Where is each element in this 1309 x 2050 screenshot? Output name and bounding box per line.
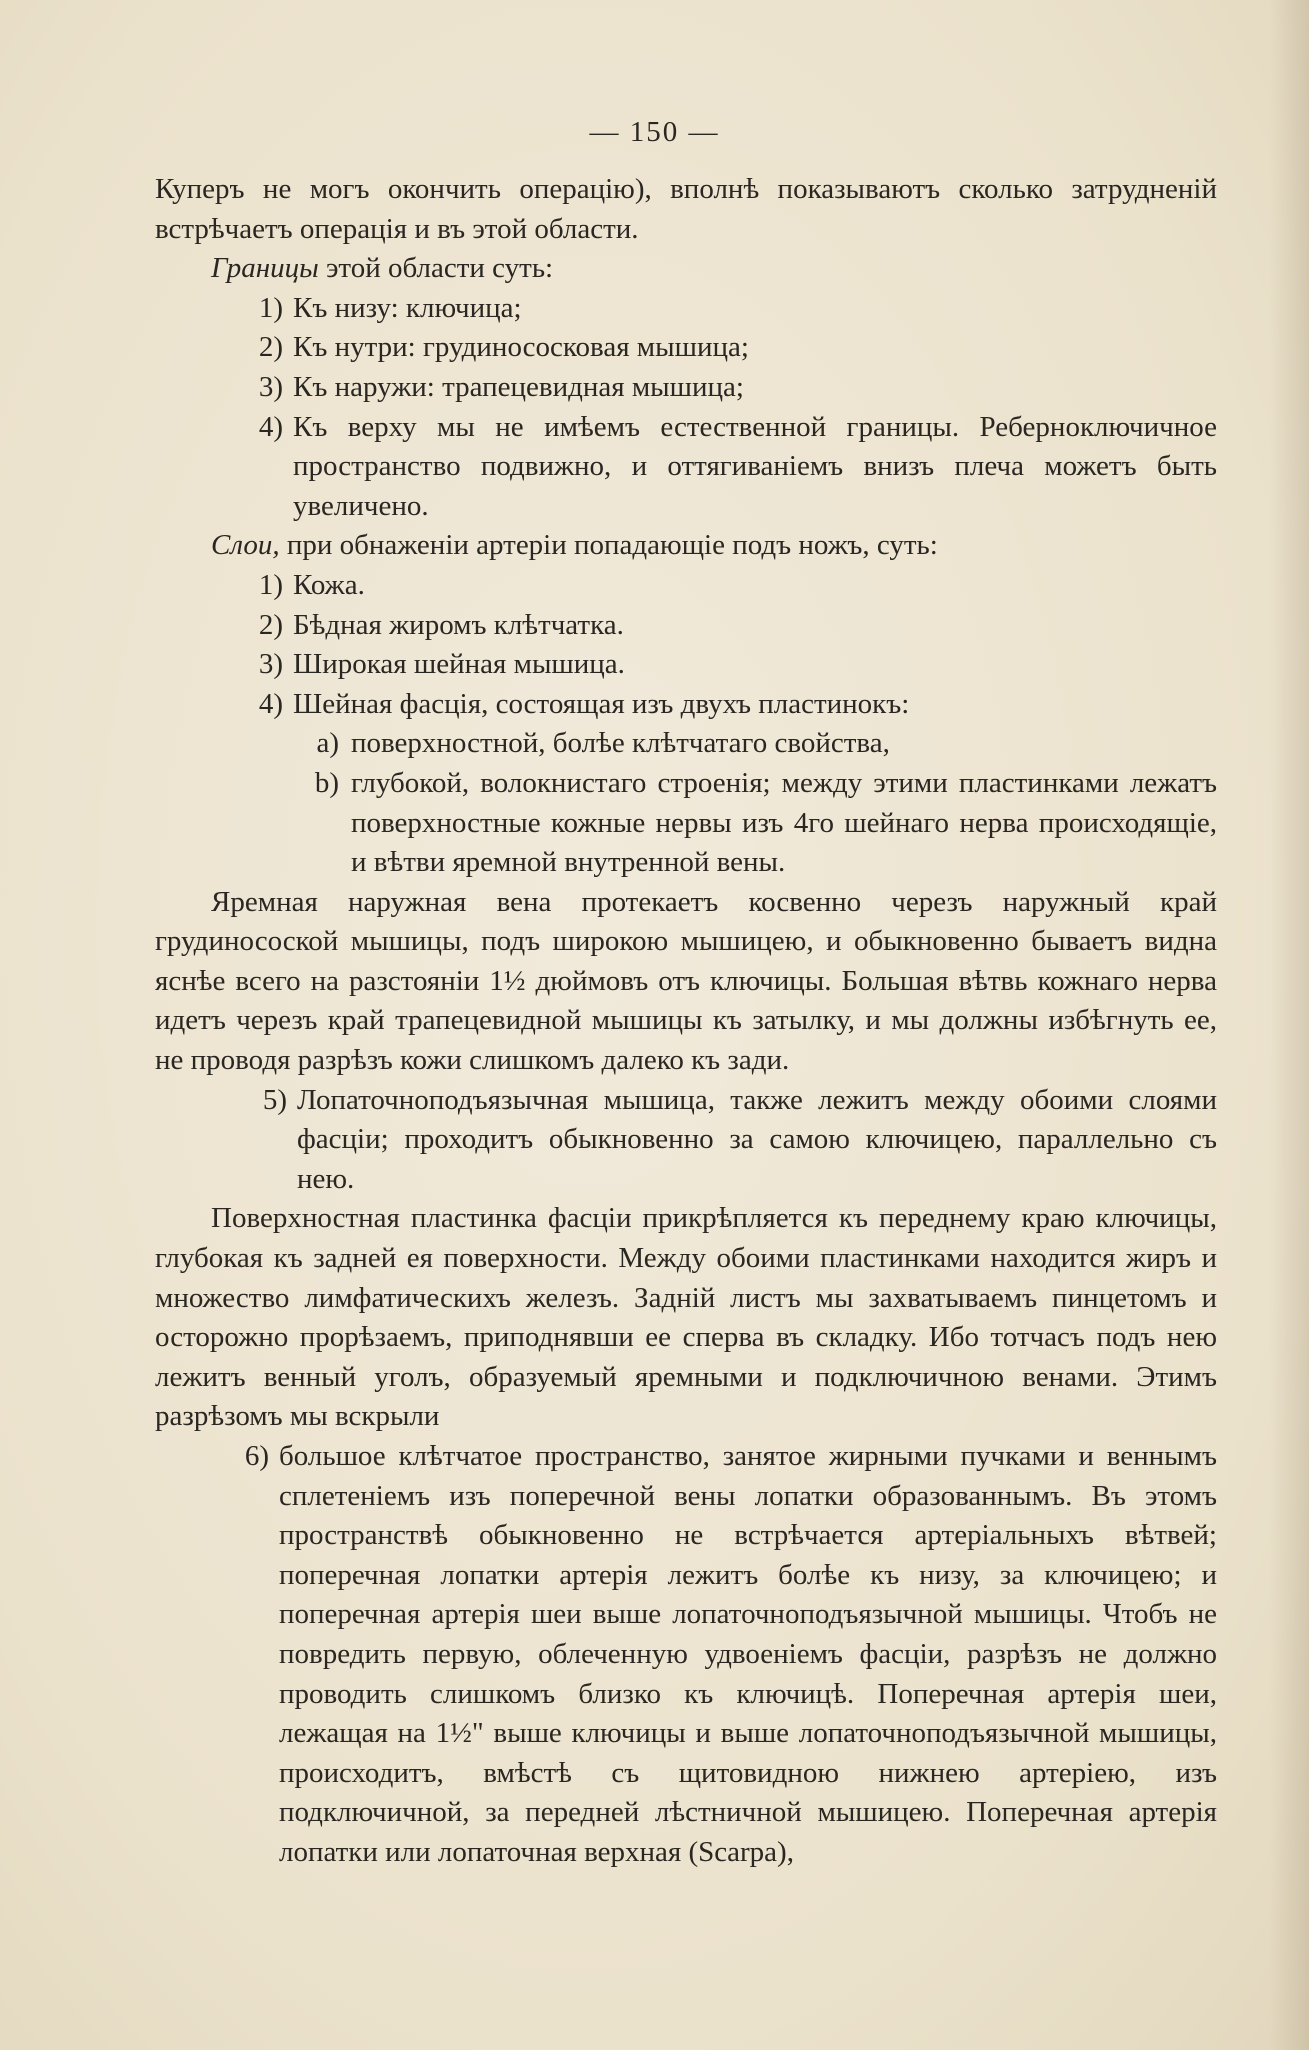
list-number: 5) — [262, 1083, 287, 1116]
list-text: Широкая шейная мышица. — [293, 648, 625, 681]
heading-italic: Границы — [211, 252, 319, 285]
list-item — [155, 368, 1217, 408]
page-edge-shadow — [1269, 0, 1309, 2050]
list-text: Лопаточноподъязычная мышица, также лежитъ между обоими слоями фасціи; проходитъ обыкновенно за самою ключицею, параллельно съ нею. — [297, 1083, 1217, 1195]
list-number: 4) — [258, 687, 283, 720]
list-item — [155, 685, 1217, 725]
heading-text: при обнаженіи артеріи попадающіе подъ ножъ, суть: — [286, 529, 938, 562]
list-number: 1) — [258, 291, 283, 324]
list-number: 3) — [258, 648, 283, 681]
paragraph: Яремная наружная вена протекаетъ косвенно черезъ наружный край грудиносоской мышицы, подъ широкою мышицею, и обыкновенно бываетъ видна яснѣе всего на разстояніи 1½ дюймовъ отъ ключицы. Большая вѣтвь кожнаго нерва идетъ черезъ край трапецевидной мышицы къ затылку, и мы должны избѣгнуть ее, не проводя разрѣзъ кожи слишкомъ далеко къ зади. — [155, 885, 1217, 1077]
list-number: 6) — [244, 1440, 269, 1472]
list-item — [155, 1437, 1217, 1873]
paragraph: Поверхностная пластинка фасціи прикрѣпляется къ переднему краю ключицы, глубокая къ задней ея поверхности. Между обоими пластинками находится жиръ и множество лимфатическихъ железъ. Задній листъ мы захватываемъ пинцетомъ и осторожно прорѣзаемъ, приподнявши ее сперва въ складку. Ибо тотчасъ подъ нею лежитъ венный уголъ, образуемый яремными и подключичною венами. Этимъ разрѣзомъ мы вскрыли — [155, 1202, 1217, 1433]
heading-text: этой области суть: — [325, 252, 554, 285]
list-text: Къ наружи: трапецевидная мышица; — [293, 370, 744, 403]
list-item — [155, 645, 1217, 685]
section-heading-layers — [155, 526, 1217, 566]
page-body — [155, 170, 1217, 1873]
list-item — [155, 566, 1217, 606]
heading-italic: Слои, — [211, 529, 280, 562]
list-text: глубокой, волокнистаго строенія; между этими пластинками лежатъ поверхностные кожные нервы изъ 4го шейнаго нерва происходящіе, и вѣтви яремной внутренной вены. — [351, 766, 1217, 879]
list-number: 2) — [258, 608, 283, 641]
list-text: Шейная фасція, состоящая изъ двухъ пластинокъ: — [293, 687, 910, 720]
page-number: — 150 — — [589, 116, 720, 148]
list-text: Къ низу: ключица; — [293, 291, 522, 324]
list-item — [155, 289, 1217, 329]
list-item — [155, 408, 1217, 527]
list-item — [155, 328, 1217, 368]
list-text: поверхностной, болѣе клѣтчатаго свойства, — [351, 727, 890, 760]
list-text: Къ нутри: грудиносоcковая мышица; — [293, 331, 749, 364]
list-item — [155, 1081, 1217, 1200]
list-number: 1) — [258, 568, 283, 601]
list-number: 2) — [258, 331, 283, 364]
list-letter: a) — [316, 727, 339, 760]
list-letter: b) — [314, 766, 339, 799]
list-text: большое клѣтчатое пространство, занятое жирными пучками и веннымъ сплетеніемъ изъ поперечной вены лопатки образованнымъ. Въ этомъ пространствѣ обыкновенно не встрѣчается артеріальныхъ вѣтвей; поперечная лопатки артерія лежитъ болѣе къ низу, за ключицею; и поперечная артерія шеи выше лопаточноподъязычной мышицы. Чтобъ не повредить первую, облеченную удвоеніемъ фасціи, разрѣзъ не должно проводить слишкомъ близко къ ключицѣ. Поперечная артерія шеи, лежащая на 1½" выше ключицы и выше лопаточноподъязычной мышицы, происходитъ, вмѣстѣ съ щитовидною нижнею артеріею, изъ подключичной, за передней лѣстничной мышицею. Поперечная артерія лопатки или лопаточная верхная (Scarpa), — [279, 1440, 1217, 1868]
list-item — [155, 606, 1217, 646]
list-text: Бѣдная жиромъ клѣтчатка. — [293, 608, 624, 641]
list-text: Кожа. — [293, 568, 365, 601]
list-number: 4) — [258, 410, 283, 443]
sub-list-item — [155, 724, 1217, 764]
sub-list-item — [155, 764, 1217, 883]
paragraph: Куперъ не могъ окончить операцію), вполнѣ показываютъ сколько затрудненій встрѣчаетъ операція и въ этой области. — [155, 173, 1217, 245]
section-heading-boundaries — [155, 249, 1217, 289]
list-number: 3) — [258, 370, 283, 403]
list-text: Къ верху мы не имѣемъ естественной границы. Реберноключичное пространство подвижно, и оттягиваніемъ внизъ плеча можетъ быть увеличено. — [293, 410, 1217, 522]
